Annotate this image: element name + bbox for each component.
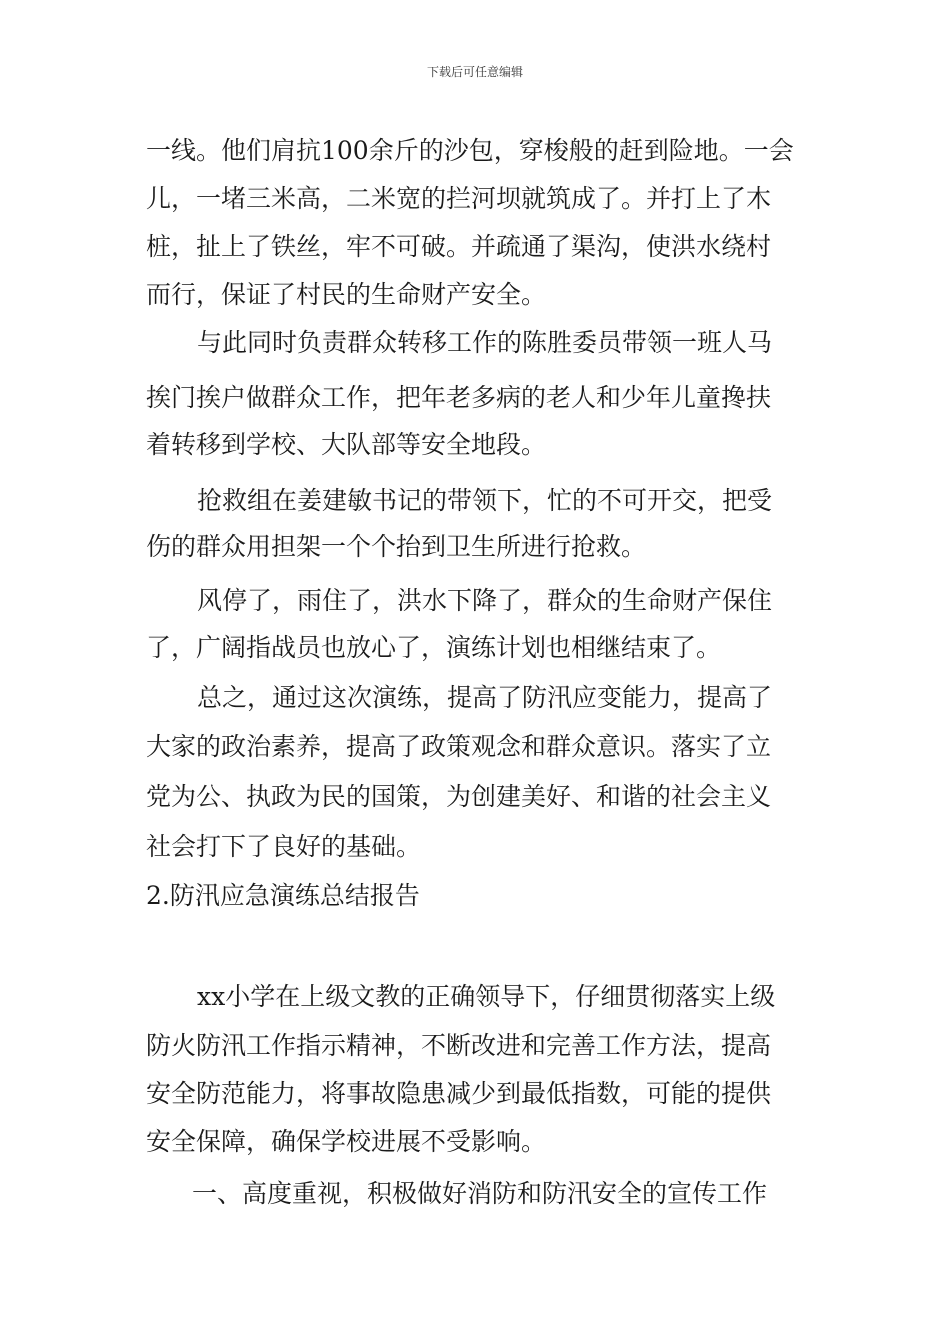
body-line: 了，广阔指战员也放心了，演练计划也相继结束了。 xyxy=(146,633,722,662)
body-line: 大家的政治素养，提高了政策观念和群众意识。落实了立 xyxy=(146,732,772,761)
body-line: 伤的群众用担架一个个抬到卫生所进行抢救。 xyxy=(146,532,647,561)
body-line: 与此同时负责群众转移工作的陈胜委员带领一班人马 xyxy=(197,328,773,357)
body-line: 安全防范能力，将事故隐患减少到最低指数，可能的提供 xyxy=(146,1079,772,1108)
body-line: 防火防汛工作指示精神，不断改进和完善工作方法，提高 xyxy=(146,1031,772,1060)
body-line: 风停了，雨住了，洪水下降了，群众的生命财产保住 xyxy=(197,586,773,615)
body-line: xx小学在上级文教的正确领导下，仔细贯彻落实上级 xyxy=(197,982,776,1011)
body-line: 挨门挨户做群众工作，把年老多病的老人和少年儿童搀扶 xyxy=(146,383,772,412)
subheading: 一、高度重视，积极做好消防和防汛安全的宣传工作 xyxy=(192,1179,768,1208)
body-line: 社会打下了良好的基础。 xyxy=(146,832,422,861)
section-heading: 2.防汛应急演练总结报告 xyxy=(146,881,420,910)
body-line: 而行，保证了村民的生命财产安全。 xyxy=(146,280,547,309)
body-line: 党为公、执政为民的国策，为创建美好、和谐的社会主义 xyxy=(146,782,772,811)
body-line: 着转移到学校、大队部等安全地段。 xyxy=(146,430,547,459)
page-header: 下载后可任意编辑 xyxy=(426,65,523,79)
body-line: 抢救组在姜建敏书记的带领下，忙的不可开交，把受 xyxy=(197,486,773,515)
body-line: 儿，一堵三米高，二米宽的拦河坝就筑成了。并打上了木 xyxy=(146,184,772,213)
body-line: 安全保障，确保学校进展不受影响。 xyxy=(146,1127,547,1156)
body-line: 一线。他们肩抗100余斤的沙包，穿梭般的赶到险地。一会 xyxy=(146,136,794,165)
body-line: 总之，通过这次演练，提高了防汛应变能力，提高了 xyxy=(197,683,773,712)
body-line: 桩，扯上了铁丝，牢不可破。并疏通了渠沟，使洪水绕村 xyxy=(146,232,772,261)
